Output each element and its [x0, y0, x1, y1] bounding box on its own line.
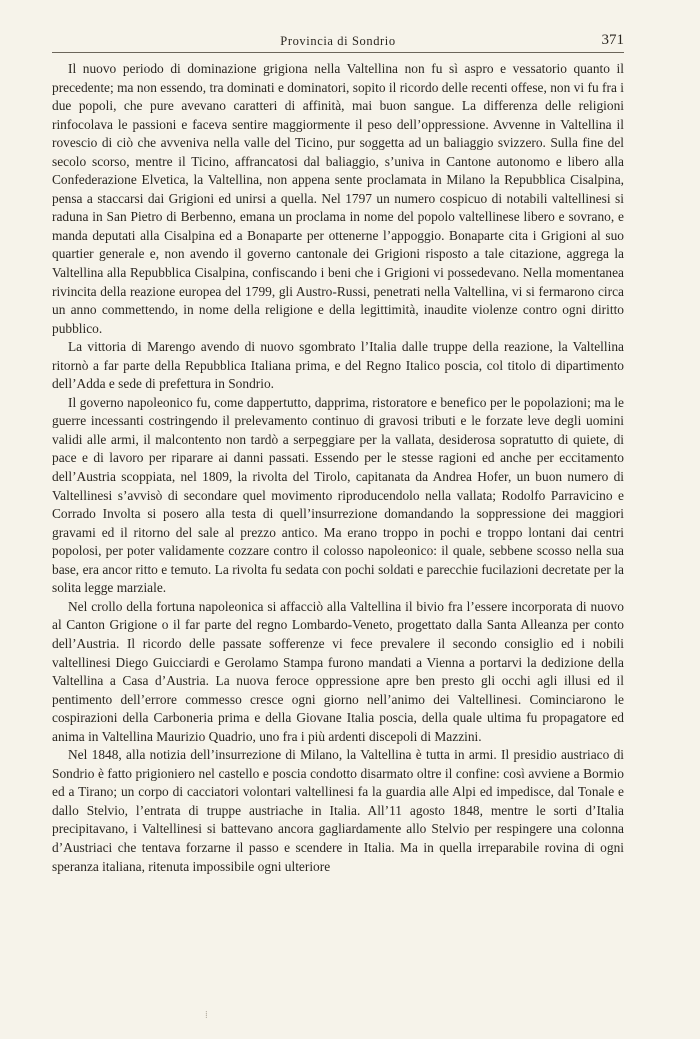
printer-mark: ⁞: [205, 1010, 208, 1021]
paragraph-4: Nel crollo della fortuna napoleonica si affacciò alla Valtellina il bivio fra l’essere incorporata di nuovo al Canton Grigione o il far parte del regno Lombardo-Veneto, progettato dalla Santa Alleanza per conto dell’Austria. Il ricordo delle passate sofferenze vi fece prevalere il secondo consiglio ed i nobili valtellinesi Diego Guicciardi e Gerolamo Stampa furono mandati a Vienna a portarvi la dedizione della Valtellina a Casa d’Austria. La nuova feroce oppressione apre ben presto gli occhi agli illusi ed il pentimento dell’errore commesso cresce ogni giorno nell’animo dei Valtellinesi. Cominciarono le cospirazioni della Carboneria prima e della Giovane Italia poscia, della quale ultima fu propagatore ed anima in Valtellina Maurizio Quadrio, uno fra i più ardenti discepoli di Mazzini.: [52, 598, 624, 744]
running-head: [52, 34, 624, 53]
paragraph-2: La vittoria di Marengo avendo di nuovo sgombrato l’Italia dalle truppe della reazione, la Valtellina ritornò a far parte della Repubblica Italiana prima, e del Regno Italico poscia, col titolo di dipartimento dell’Adda e sede di prefettura in Sondrio.: [52, 339, 624, 392]
body-text: [52, 60, 624, 876]
paragraph-1: Il nuovo periodo di dominazione grigiona nella Valtellina non fu sì aspro e vessatorio quanto il precedente; ma non essendo, tra dominati e dominatori, sopito il ricordo delle recenti offese, non vi fu fra i due popoli, che pure avevano caratteri di affinità, mai buon sangue. La differenza delle religioni rinfocolava le passioni e faceva sentire maggiormente il peso dell’oppressione. Avvenne in Valtellina il rovescio di ciò che avveniva nella valle del Ticino, pur soggetta ad un baliaggio svizzero. Sulla fine del secolo scorso, mentre il Ticino, affrancatosi dal baliaggio, s’univa in Cantone autonomo e libero alla Confederazione Elvetica, la Valtellina, non appena sente proclamata in Milano la Repubblica Cisalpina, pensa a staccarsi dai Grigioni ed unirsi a quella. Nel 1797 un numero cospicuo di notabili valtellinesi si raduna in San Pietro di Berbenno, emana un proclama in nome del popolo valtellinese libero e sovrano, e manda deputati alla Cisalpina ed a Bonaparte per ottenerne l’appoggio. Bonaparte cita i Grigioni al suo quartier generale e, non avendo il governo cantonale dei Grigioni risposto a tale citazione, aggrega la Valtellina alla Repubblica Cisalpina, confiscando i beni che i Grigioni vi possedevano. Nella momentanea rivincita della reazione europea del 1799, gli Austro-Russi, penetrati nella Valtellina, vi si fermarono circa un anno commettendo, in nome della religione e della legittimità, inaudite violenze contro ogni diritto pubblico.: [52, 61, 624, 336]
paragraph-5: Nel 1848, alla notizia dell’insurrezione di Milano, la Valtellina è tutta in armi. Il presidio austriaco di Sondrio è fatto prigioniero nel castello e poscia condotto disarmato oltre il confine: così avviene a Bormio ed a Tirano; un corpo di cacciatori volontari valtellinesi fa la guardia alle Alpi ed impedisce, dal Tonale e dallo Stelvio, l’entrata di truppe austriache in Italia. All’11 agosto 1848, mentre le sorti d’Italia precipitavano, i Valtellinesi si battevano ancora gagliardamente allo Stelvio per respingere una colonna d’Austriaci che tentava forzarne il passo e scendere in Italia. Ma in quella irreparabile rovina di ogni speranza italiana, ritenuta impossibile ogni ulteriore: [52, 747, 624, 874]
page-number: 371: [601, 32, 624, 48]
paragraph-3: Il governo napoleonico fu, come dappertutto, dapprima, ristoratore e benefico per le popolazioni; ma le guerre incessanti costringendo il prelevamento continuo di gravosi tributi e le forzate leve degli uomini validi alle armi, il malcontento non tardò a serpeggiare per la vallata, desiderosa sopratutto di quiete, di pace e di lavoro per riparare ai danni passati. Essendo per le stesse ragioni ed anche per eccitamento dell’Austria scoppiata, nel 1809, la rivolta del Tirolo, capitanata da Andrea Hofer, un buon numero di Valtellinesi s’avvisò di secondare quel movimento riproducendolo nella vallata; Rodolfo Parravicino e Corrado Involta si posero alla testa di quell’insurrezione domandando la soppressione dei maggiori gravami ed il ritorno del sale al prezzo antico. Ma erano troppo in pochi e troppo lontani dai centri popolosi, per poter validamente cozzare contro il colosso napoleonico: il quale, sebbene scosso nella sua base, era ancor ritto e temuto. La rivolta fu sedata con pochi soldati e parecchie fucilazioni decretate per la solita legge marziale.: [52, 394, 624, 596]
running-title: Provincia di Sondrio: [280, 34, 396, 48]
